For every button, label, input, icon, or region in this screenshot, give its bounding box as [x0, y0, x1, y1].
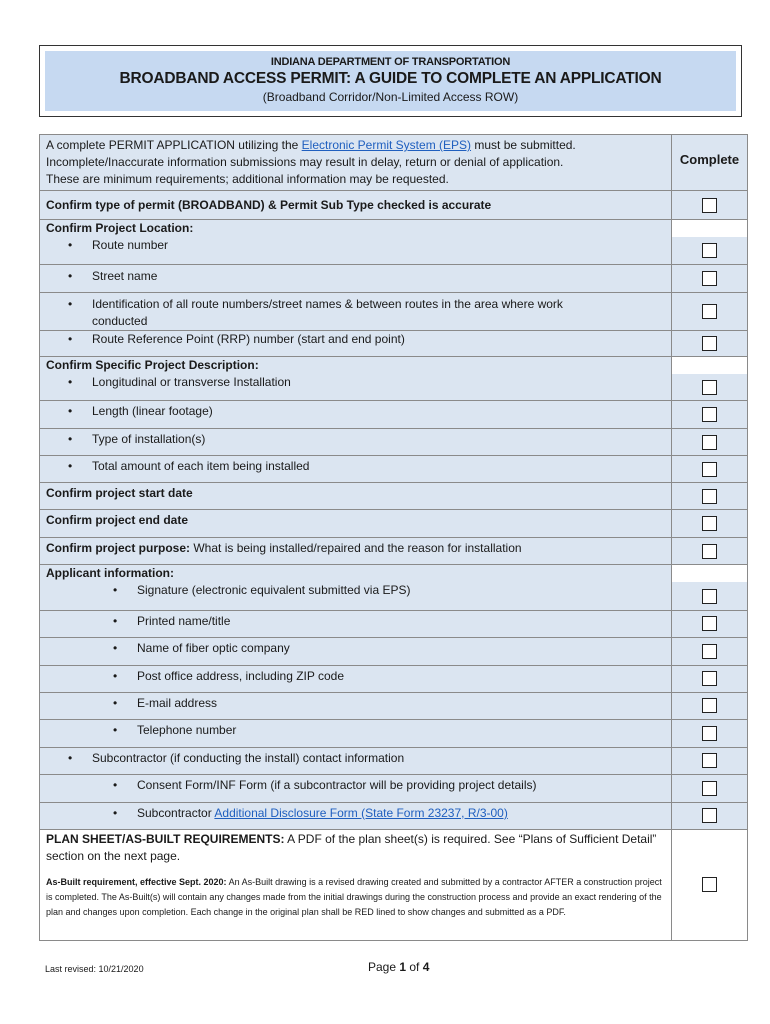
checklist-row	[40, 637, 748, 665]
intro-row	[40, 135, 748, 191]
intro-line-1-end: must be submitted.	[471, 138, 576, 152]
section-heading-row	[40, 356, 748, 374]
purpose-description: What is being installed/repaired and the reason for installation	[190, 541, 522, 555]
intro-line-1: A complete PERMIT APPLICATION utilizing the	[46, 138, 302, 152]
last-revised: Last revised: 10/21/2020	[45, 964, 144, 974]
total-amount-label: • Total amount of each item being installed	[46, 458, 665, 475]
length-checkbox[interactable]	[702, 407, 717, 422]
section-heading-row	[40, 220, 748, 238]
header-banner	[45, 51, 736, 111]
longitudinal-checkbox[interactable]	[702, 380, 717, 395]
checklist-row	[40, 483, 748, 510]
printed-name-checkbox[interactable]	[702, 616, 717, 631]
longitudinal-label: • Longitudinal or transverse Installation	[46, 374, 665, 391]
identification-checkbox[interactable]	[702, 304, 717, 319]
installation-type-label: • Type of installation(s)	[46, 431, 665, 448]
intro-line-2: Incomplete/Inaccurate information submissions may result in delay, return or denial of application.	[46, 155, 564, 169]
length-label: • Length (linear footage)	[46, 403, 665, 420]
printed-name-label: • Printed name/title	[46, 613, 665, 630]
checklist-row	[40, 429, 748, 456]
street-name-label: • Street name	[46, 268, 665, 285]
checklist-row	[40, 802, 748, 829]
intro-line-3: These are minimum requirements; additional information may be requested.	[46, 172, 449, 186]
subcontractor-label: • Subcontractor (if conducting the install) contact information	[46, 750, 665, 767]
signature-checkbox[interactable]	[702, 589, 717, 604]
start-date-checkbox[interactable]	[702, 489, 717, 504]
document-title: BROADBAND ACCESS PERMIT: A GUIDE TO COMPLETE AN APPLICATION	[119, 70, 662, 87]
signature-label: • Signature (electronic equivalent submitted via EPS)	[46, 582, 665, 599]
plan-sheet-row	[40, 829, 748, 940]
document-header	[39, 45, 742, 117]
street-name-checkbox[interactable]	[702, 271, 717, 286]
po-address-checkbox[interactable]	[702, 671, 717, 686]
plan-sheet-checkbox[interactable]	[702, 877, 717, 892]
checklist-row	[40, 456, 748, 483]
intro-text	[40, 135, 672, 191]
page-number: Page 1 of 4	[368, 960, 430, 974]
start-date-label: Confirm project start date	[46, 486, 193, 500]
consent-form-checkbox[interactable]	[702, 781, 717, 796]
purpose-label: Confirm project purpose:	[46, 541, 191, 555]
department-name: INDIANA DEPARTMENT OF TRANSPORTATION	[270, 56, 511, 68]
checklist-row	[40, 538, 748, 565]
checklist-row	[40, 774, 748, 802]
checklist-row	[40, 401, 748, 429]
checklist-row	[40, 665, 748, 692]
applicant-heading: Applicant information:	[46, 566, 174, 580]
complete-column-header: Complete	[672, 135, 748, 191]
checklist-row	[40, 191, 748, 220]
fiber-company-checkbox[interactable]	[702, 644, 717, 659]
po-address-label: • Post office address, including ZIP code	[46, 668, 665, 685]
document-subtitle: (Broadband Corridor/Non-Limited Access ROW)	[262, 90, 519, 104]
disclosure-form-link[interactable]: Additional Disclosure Form (State Form 23237, R/3-00)	[214, 805, 508, 820]
checklist-row	[40, 330, 748, 356]
section-heading-row	[40, 565, 748, 583]
telephone-label: • Telephone number	[46, 722, 665, 739]
email-label: • E-mail address	[46, 695, 665, 712]
route-number-label: • Route number	[46, 237, 665, 254]
rrp-label: • Route Reference Point (RRP) number (start and end point)	[46, 331, 665, 348]
eps-link[interactable]: Electronic Permit System (EPS)	[301, 138, 472, 152]
plan-sheet-text: A PDF of the plan sheet(s) is required. See “Plans of Sufficient Detail”	[284, 831, 657, 846]
email-checkbox[interactable]	[702, 698, 717, 713]
location-heading: Confirm Project Location:	[46, 221, 194, 235]
checklist-row	[40, 292, 748, 330]
permit-type-label: Confirm type of permit (BROADBAND) & Permit Sub Type checked is accurate	[46, 197, 492, 212]
description-heading: Confirm Specific Project Description:	[46, 357, 259, 372]
checklist-row	[40, 264, 748, 292]
permit-type-checkbox[interactable]	[702, 198, 717, 213]
asbuilt-label: As-Built requirement, effective Sept. 2020:	[46, 876, 227, 887]
checklist-row	[40, 374, 748, 401]
checklist-row	[40, 747, 748, 774]
consent-form-label: • Consent Form/INF Form (if a subcontractor will be providing project details)	[46, 777, 665, 794]
plan-sheet-label: PLAN SHEET/AS-BUILT REQUIREMENTS:	[46, 831, 285, 846]
checklist-row	[40, 719, 748, 747]
checklist-row	[40, 582, 748, 610]
checklist-row	[40, 237, 748, 264]
route-number-checkbox[interactable]	[702, 243, 717, 258]
installation-type-checkbox[interactable]	[702, 435, 717, 450]
requirements-table	[39, 134, 748, 941]
checklist-row	[40, 610, 748, 637]
checklist-row	[40, 510, 748, 538]
plan-sheet-text-2: section on the next page.	[46, 848, 181, 863]
asbuilt-text: An As-Built drawing is a revised drawing created and submitted by a contractor AFTER a construction project is completed. The As-Built(s) will contain any changes made from the initial drawings during the construction process and provide an exact rendering of the plan and changes upon completion. Each change in the original plan shall be RED lined to show changes and submitted as a PDF.	[46, 876, 662, 917]
rrp-checkbox[interactable]	[702, 336, 717, 351]
subcontractor-form-label: Subcontractor	[137, 805, 215, 820]
identification-label: • Identification of all route numbers/street names & between routes in the area where work conducted	[46, 296, 665, 330]
subcontractor-checkbox[interactable]	[702, 753, 717, 768]
telephone-checkbox[interactable]	[702, 726, 717, 741]
end-date-checkbox[interactable]	[702, 516, 717, 531]
end-date-label: Confirm project end date	[46, 513, 189, 527]
fiber-company-label: • Name of fiber optic company	[46, 640, 665, 657]
disclosure-form-checkbox[interactable]	[702, 808, 717, 823]
purpose-checkbox[interactable]	[702, 544, 717, 559]
checklist-row	[40, 692, 748, 719]
total-amount-checkbox[interactable]	[702, 462, 717, 477]
